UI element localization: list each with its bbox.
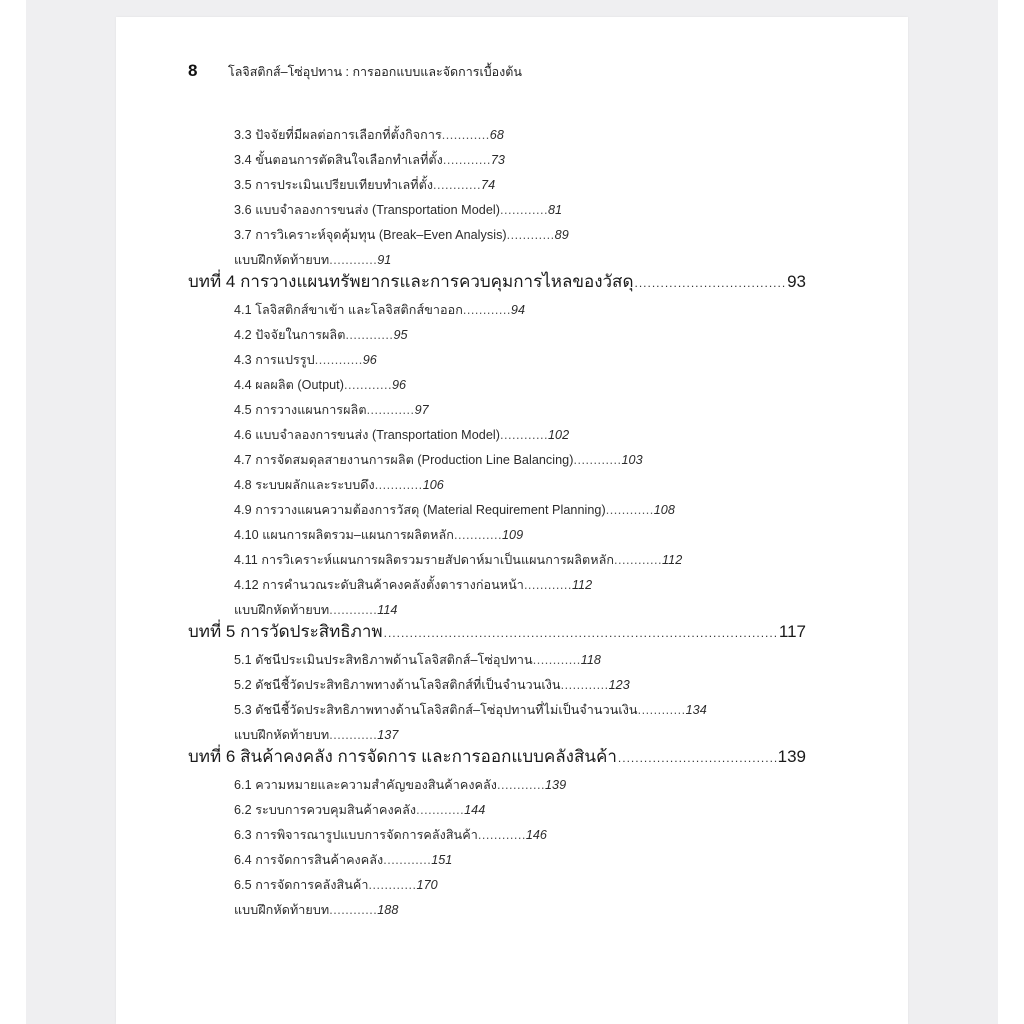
- dot-leader: ............: [499, 428, 548, 442]
- section-page-number: 96: [362, 353, 377, 367]
- toc-section-entry: [234, 250, 391, 270]
- dot-leader: ............: [433, 178, 482, 192]
- section-title: แบบฝึกหัดท้ายบท: [234, 603, 330, 617]
- toc-section-entry: [234, 300, 525, 320]
- section-page-number: 170: [416, 878, 438, 892]
- section-page-number: 68: [489, 128, 504, 142]
- section-page-number: 89: [554, 228, 569, 242]
- dot-leader: ............: [605, 503, 654, 517]
- section-page-number: 109: [501, 528, 524, 542]
- section-title: 4.4 ผลผลิต (Output): [234, 378, 344, 392]
- section-title: 3.7 การวิเคราะห์จุดคุ้มทุน (Break–Even Analysis): [234, 228, 507, 242]
- section-page-number: 137: [377, 728, 399, 742]
- section-title: 6.2 ระบบการควบคุมสินค้าคงคลัง: [234, 803, 417, 817]
- section-title: 4.11 การวิเคราะห์แผนการผลิตรวมรายสัปดาห์มาเป็นแผนการผลิตหลัก: [234, 553, 615, 567]
- dot-leader: ............: [523, 578, 572, 592]
- chapter-title: บทที่ 5 การวัดประสิทธิภาพ: [188, 622, 383, 641]
- section-page-number: 118: [580, 653, 601, 667]
- section-title: 4.9 การวางแผนความต้องการวัสดุ (Material Requirement Planning): [234, 503, 606, 517]
- chapter-page-number: 117: [778, 622, 806, 641]
- toc-section-entry: [234, 150, 505, 170]
- section-page-number: 73: [490, 153, 505, 167]
- section-title: 6.4 การจัดการสินค้าคงคลัง: [234, 853, 384, 867]
- chapter-title: บทที่ 6 สินค้าคงคลัง การจัดการ และการออกแบบคลังสินค้า: [188, 747, 617, 766]
- toc-section-entry: [234, 900, 398, 920]
- section-page-number: 91: [377, 253, 392, 267]
- toc-section-entry: [234, 325, 408, 345]
- toc-section-entry: [234, 525, 523, 545]
- toc-section-entry: [234, 500, 675, 520]
- toc-section-entry: [234, 825, 547, 845]
- dot-leader: ............: [532, 653, 581, 667]
- section-title: 4.12 การคำนวณระดับสินค้าคงคลังตั้งตารางก่อนหน้า: [234, 578, 524, 592]
- toc-section-entry: [234, 550, 682, 570]
- dot-leader: ............: [506, 228, 555, 242]
- section-title: 5.1 ดัชนีประเมินประสิทธิภาพด้านโลจิสติกส์–โซ่อุปทาน: [234, 653, 533, 667]
- section-title: 5.2 ดัชนีชี้วัดประสิทธิภาพทางด้านโลจิสติกส์ที่เป็นจำนวนเงิน: [234, 678, 561, 692]
- dot-leader: ............: [497, 778, 545, 792]
- dot-leader: ............: [343, 378, 392, 392]
- dot-leader: ............: [383, 853, 432, 867]
- section-page-number: 144: [464, 803, 486, 817]
- dot-leader: ............: [366, 403, 415, 417]
- toc-section-entry: [234, 850, 452, 870]
- toc-section-entry: [234, 375, 406, 395]
- book-title: โลจิสติกส์–โซ่อุปทาน : การออกแบบและจัดการเบื้องต้น: [228, 65, 522, 79]
- section-title: แบบฝึกหัดท้ายบท: [234, 253, 330, 267]
- dot-leader: ............: [345, 328, 394, 342]
- dot-leader: ............: [416, 803, 465, 817]
- section-title: 4.1 โลจิสติกส์ขาเข้า และโลจิสติกส์ขาออก: [234, 303, 463, 317]
- dot-leader: ............: [314, 353, 363, 367]
- section-title: 6.1 ความหมายและความสำคัญของสินค้าคงคลัง: [234, 778, 497, 792]
- section-page-number: 74: [481, 178, 496, 192]
- section-title: 3.4 ขั้นตอนการตัดสินใจเลือกทำเลที่ตั้ง: [234, 153, 443, 167]
- section-page-number: 108: [653, 503, 675, 517]
- dot-leader: ............: [453, 528, 502, 542]
- dot-leader: ............: [329, 603, 378, 617]
- chapter-title: บทที่ 4 การวางแผนทรัพยากรและการควบคุมการไหลของวัสดุ: [188, 272, 634, 291]
- toc-section-entry: [234, 125, 504, 145]
- toc-section-entry: [234, 175, 495, 195]
- section-page-number: 96: [391, 378, 407, 392]
- section-page-number: 106: [422, 478, 444, 492]
- section-title: 5.3 ดัชนีชี้วัดประสิทธิภาพทางด้านโลจิสติกส์–โซ่อุปทานที่ไม่เป็นจำนวนเงิน: [234, 703, 638, 717]
- section-title: 4.7 การจัดสมดุลสายงานการผลิต (Production Line Balancing): [234, 453, 574, 467]
- dot-leader: ............: [637, 703, 686, 717]
- section-title: 3.6 แบบจำลองการขนส่ง (Transportation Model): [234, 203, 500, 217]
- chapter-page-number: 139: [777, 747, 806, 766]
- section-page-number: 97: [414, 403, 429, 417]
- dot-leader: ............: [329, 903, 378, 917]
- section-title: 4.8 ระบบผลักและระบบดึง: [234, 478, 375, 492]
- dot-leader: ............: [329, 253, 378, 267]
- toc-section-entry: [234, 350, 377, 370]
- section-page-number: 134: [685, 703, 707, 717]
- dot-leader: ............: [477, 828, 526, 842]
- section-page-number: 146: [525, 828, 547, 842]
- dot-leader: ............: [573, 453, 622, 467]
- section-title: 6.3 การพิจารณารูปแบบการจัดการคลังสินค้า: [234, 828, 478, 842]
- section-title: แบบฝึกหัดท้ายบท: [234, 728, 330, 742]
- toc-chapter-entry: [188, 743, 806, 770]
- section-page-number: 112: [571, 578, 593, 592]
- section-page-number: 112: [662, 553, 683, 567]
- dot-leader: ............: [329, 728, 378, 742]
- toc-chapter-entry: [188, 268, 806, 295]
- section-page-number: 103: [621, 453, 643, 467]
- toc-section-entry: [234, 675, 630, 695]
- dot-leader: ............: [499, 203, 548, 217]
- dot-leader: ............: [614, 553, 663, 567]
- dot-leader: [618, 751, 777, 765]
- dot-leader: ............: [462, 303, 511, 317]
- toc-section-entry: [234, 225, 569, 245]
- toc-section-entry: [234, 700, 707, 720]
- document-page: [116, 17, 908, 1024]
- dot-leader: ............: [368, 878, 417, 892]
- running-head: [188, 61, 522, 85]
- section-page-number: 151: [431, 853, 453, 867]
- toc-section-entry: [234, 775, 566, 795]
- toc-section-entry: [234, 725, 398, 745]
- toc-section-entry: [234, 400, 429, 420]
- section-title: 6.5 การจัดการคลังสินค้า: [234, 878, 369, 892]
- dot-leader: [384, 626, 778, 640]
- section-title: 4.5 การวางแผนการผลิต: [234, 403, 367, 417]
- page-number: 8: [188, 61, 198, 80]
- section-page-number: 188: [377, 903, 399, 917]
- toc-section-entry: [234, 575, 592, 595]
- section-page-number: 123: [608, 678, 630, 692]
- toc-section-entry: [234, 600, 397, 620]
- dot-leader: ............: [442, 153, 491, 167]
- section-title: 4.10 แผนการผลิตรวม–แผนการผลิตหลัก: [234, 528, 454, 542]
- section-page-number: 139: [545, 778, 567, 792]
- toc-section-entry: [234, 475, 444, 495]
- section-page-number: 81: [547, 203, 563, 217]
- dot-leader: [634, 276, 786, 290]
- toc-section-entry: [234, 875, 438, 895]
- toc-section-entry: [234, 200, 562, 220]
- toc-section-entry: [234, 450, 643, 470]
- toc-section-entry: [234, 800, 485, 820]
- section-title: 4.2 ปัจจัยในการผลิต: [234, 328, 346, 342]
- section-title: 3.5 การประเมินเปรียบเทียบทำเลที่ตั้ง: [234, 178, 434, 192]
- section-title: 3.3 ปัจจัยที่มีผลต่อการเลือกที่ตั้งกิจการ: [234, 128, 442, 142]
- section-title: แบบฝึกหัดท้ายบท: [234, 903, 330, 917]
- chapter-page-number: 93: [787, 272, 806, 291]
- section-page-number: 114: [377, 603, 398, 617]
- toc-chapter-entry: [188, 618, 806, 645]
- dot-leader: ............: [374, 478, 423, 492]
- section-page-number: 95: [393, 328, 408, 342]
- toc-section-entry: [234, 650, 601, 670]
- section-title: 4.6 แบบจำลองการขนส่ง (Transportation Model): [234, 428, 500, 442]
- section-page-number: 94: [510, 303, 525, 317]
- dot-leader: ............: [441, 128, 490, 142]
- section-page-number: 102: [547, 428, 570, 442]
- section-title: 4.3 การแปรรูป: [234, 353, 315, 367]
- toc-section-entry: [234, 425, 569, 445]
- dot-leader: ............: [560, 678, 609, 692]
